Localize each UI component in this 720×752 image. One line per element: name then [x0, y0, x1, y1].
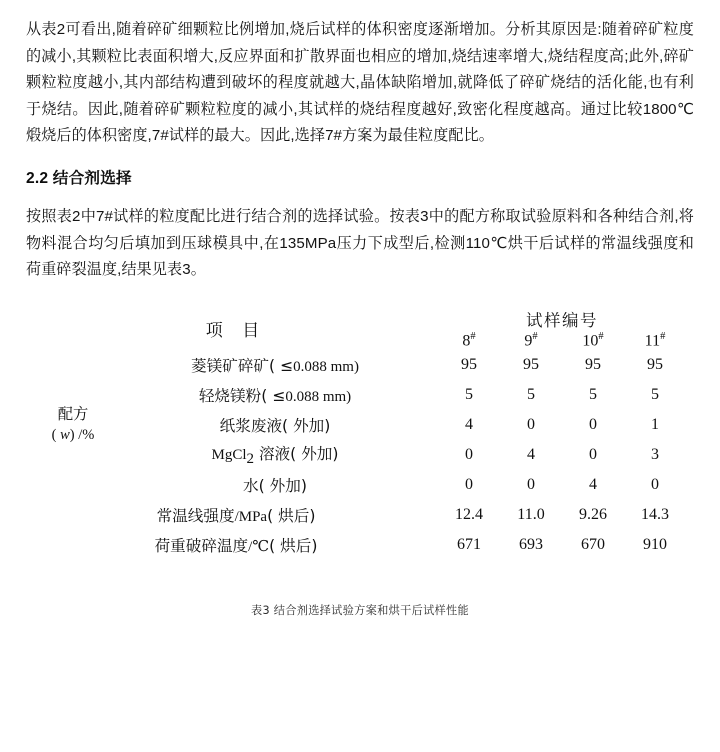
cell-value: 671	[457, 536, 481, 554]
row-label-mgcl2-solution	[112, 440, 438, 470]
cell-value: 4	[527, 446, 535, 464]
paragraph-method: 按照表2中7#试样的粒度配比进行结合剂的选择试验。按表3中的配方称取试验原料和各种结合剂,将物料混合均匀后填加到压球模具中,在135MPa压力下成型后,检测110℃烘干后试样的常温线强度和荷重碎裂温度,结果见表3。	[26, 207, 694, 279]
row-label-load-softening-temp	[34, 530, 438, 560]
table-header-row-group	[34, 307, 686, 331]
table-row	[34, 440, 686, 470]
cell-value: 1	[651, 416, 659, 434]
row-label-magnesite-pre: 菱镁矿碎矿( ≤	[191, 357, 294, 376]
header-sample-9	[500, 331, 562, 350]
table-row	[34, 410, 686, 440]
row-label-mgcl2-post: 溶液( 外加)	[254, 445, 339, 464]
row-label-mgcl2-formula: MgCl	[211, 447, 247, 464]
header-sample-group: 试样编号	[526, 310, 598, 330]
paragraph-intro: 从表2可看出,随着碎矿细颗粒比例增加,烧后试样的体积密度逐渐增加。分析其原因是:随着碎矿粒度的减小,其颗粒比表面积增大,反应界面和扩散界面也相应的增加,烧结速率增大,烧结程度高;此外,碎矿颗粒粒度越小,其内部结构遭到破坏的程度就越大,晶体缺陷增加,就降低了碎矿烧结的活化能,也有利于烧结。因此,随着碎矿颗粒粒度的减小,其试样的烧结程度越好,致密化程度越高。通过比较1800℃煅烧后的体积密度,7#试样的最大。因此,选择7#方案为最佳粒度配比。	[26, 21, 694, 145]
cell-value: 0	[465, 476, 473, 494]
table-3	[34, 307, 686, 560]
cell-value: 693	[519, 536, 543, 554]
cell-value: 95	[461, 356, 477, 374]
header-sample-11-number: 11	[644, 332, 661, 350]
cell-value: 4	[589, 476, 597, 494]
cell-value: 3	[651, 446, 659, 464]
formula-group-line1: 配方	[57, 405, 89, 424]
cell-value: 5	[589, 386, 597, 404]
cell-value: 0	[527, 416, 535, 434]
cell-value: 910	[643, 536, 667, 554]
table-row	[34, 500, 686, 530]
formula-var-w: w	[60, 427, 70, 444]
table-3-block	[34, 307, 686, 618]
cell-value: 0	[465, 446, 473, 464]
row-label-magnesite-post: mm)	[326, 359, 359, 376]
cell-value: 95	[523, 356, 539, 374]
cell-value: 4	[465, 416, 473, 434]
cell-value: 0	[651, 476, 659, 494]
cell-value: 95	[585, 356, 601, 374]
row-label-cold-strength-unit: /MPa	[234, 509, 268, 526]
header-sample-10-mark: #	[598, 330, 604, 342]
row-label-load-temp-post: ( 烘后)	[269, 537, 318, 556]
cell-value: 14.3	[641, 506, 669, 524]
cell-value: 9.26	[579, 506, 607, 524]
row-label-water: 水( 外加)	[243, 477, 307, 496]
table-row	[34, 530, 686, 560]
header-sample-10	[562, 331, 624, 350]
cell-value: 0	[527, 476, 535, 494]
cell-value: 12.4	[455, 506, 483, 524]
header-sample-8-mark: #	[470, 330, 476, 342]
row-label-load-temp-pre: 荷重破碎温度	[154, 537, 249, 556]
header-sample-9-number: 9	[524, 332, 533, 350]
cell-value: 11.0	[517, 506, 545, 524]
header-sample-8-number: 8	[462, 332, 471, 350]
table-row	[34, 470, 686, 500]
row-label-caustic-magnesia	[112, 380, 438, 410]
header-sample-8	[438, 331, 500, 350]
row-label-load-temp-unit: /℃	[248, 539, 270, 556]
table-row	[34, 380, 686, 410]
row-label-caustic-pre: 轻烧镁粉( ≤	[198, 387, 286, 406]
row-label-pulp-waste-liquor: 纸浆废液( 外加)	[219, 417, 331, 436]
formula-close-unit: ) /%	[69, 427, 95, 444]
row-label-magnesite-num: 0.088	[293, 359, 327, 376]
cell-value: 5	[465, 386, 473, 404]
table-caption: 表3 结合剂选择试验方案和烘干后试样性能	[250, 604, 470, 618]
cell-value: 5	[651, 386, 659, 404]
table-row	[34, 350, 686, 380]
row-label-cold-strength	[34, 500, 438, 530]
cell-value: 5	[527, 386, 535, 404]
cell-value: 95	[647, 356, 663, 374]
cell-value: 670	[581, 536, 605, 554]
row-label-caustic-num: 0.088	[285, 389, 320, 406]
formula-group-line2	[34, 425, 112, 446]
header-sample-10-number: 10	[582, 332, 599, 350]
header-item-column: 项 目	[205, 320, 267, 341]
row-label-magnesite	[112, 350, 438, 380]
formula-open-paren: (	[51, 427, 61, 444]
header-sample-9-mark: #	[532, 330, 538, 342]
header-sample-11-mark: #	[660, 330, 666, 342]
section-heading-2-2: 2.2 结合剂选择	[26, 169, 132, 187]
row-label-caustic-post: mm)	[319, 389, 352, 406]
row-label-cold-strength-pre: 常温线强度	[156, 507, 235, 526]
cell-value: 0	[589, 446, 597, 464]
formula-group-label	[34, 350, 112, 500]
row-label-cold-strength-post: ( 烘后)	[267, 507, 316, 526]
cell-value: 0	[589, 416, 597, 434]
row-label-mgcl2-subscript: 2	[246, 451, 255, 468]
header-sample-11	[624, 331, 686, 350]
